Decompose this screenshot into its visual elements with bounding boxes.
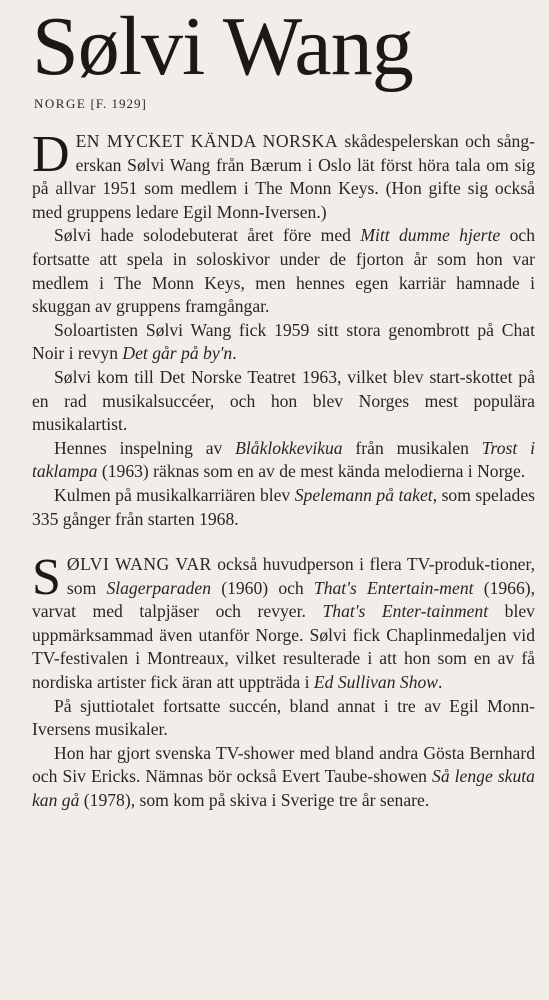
paragraph-theatre: Sølvi kom till Det Norske Teatret 1963, vilket blev start-skottet på en rad musikalsuccéer, och hon blev Norges mest populära musikalartist. <box>32 366 535 435</box>
paragraph-text: Kulmen på musikalkarriären blev <box>54 484 295 505</box>
paragraph-breakthrough <box>32 319 535 366</box>
paragraph-solo-debut <box>32 224 535 318</box>
lead-in: EN MYCKET KÄNDA NORSKA <box>75 131 339 151</box>
section-television <box>32 549 536 813</box>
paragraph-text: blev uppmärksammad även utanför Norge. Sølvi fick Chaplinmedaljen vid TV-festivalen i Montreaux, vilket resulterade i att hon som en av få nordiska artister fick äran att uppträda i <box>32 601 535 693</box>
paragraph-text: Sølvi hade solodebuterat året före med <box>54 225 361 246</box>
section-career <box>32 126 536 531</box>
work-title: Mitt dumme hjerte <box>360 225 501 246</box>
work-title: That's Entertain-ment <box>313 577 474 598</box>
work-title: Så lenge skuta kan gå <box>32 766 535 811</box>
paragraph-text: och fortsatte att spela in soloskivor under de fjorton år som hon var medlem i The Monn Keys, men hennes egen karriär hamnade i skuggan av gruppens framgångar. <box>32 225 535 317</box>
paragraph-culmination <box>32 484 535 531</box>
paragraph-tv <box>32 549 536 695</box>
work-title: Det går på by'n <box>122 343 233 364</box>
paragraph-text: Hennes inspelning av <box>54 437 236 458</box>
paragraph-intro <box>32 126 535 224</box>
paragraph-text: från musikalen <box>342 437 482 458</box>
subtitle <box>34 96 535 118</box>
paragraph-text: också huvudperson i flera TV-produk-tioner, som <box>66 554 535 598</box>
drop-cap: S <box>32 549 61 607</box>
article-body <box>32 126 536 813</box>
work-title: That's Enter-tainment <box>322 601 489 622</box>
paragraph-recording <box>32 437 535 484</box>
paragraph-text: (1960) och <box>211 577 314 598</box>
work-title: Ed Sullivan Show <box>313 672 439 693</box>
paragraph-text: (1978), som kom på skiva i Sverige tre år senare. <box>79 790 430 811</box>
paragraph-seventies: På sjuttiotalet fortsatte succén, bland annat i tre av Egil Monn-Iversens musikaler. <box>32 695 535 740</box>
paragraph-text: skådespelerskan och sång-erskan Sølvi Wang från Bærum i Oslo lät först höra tala om sig på allvar 1951 som medlem i The Monn Keys. (Hon gifte sig också med gruppens ledare Egil Monn-Iversen.) <box>32 131 535 222</box>
paragraph-text: , som spelades 335 gånger från starten 1968. <box>32 484 536 529</box>
paragraph-swedish-tv <box>32 742 535 813</box>
work-title: Slagerparaden <box>106 577 212 598</box>
work-title: Blåklokkevikua <box>235 437 343 458</box>
work-title: Spelemann på taket <box>294 484 433 505</box>
paragraph-text: . <box>438 672 443 693</box>
paragraph-text: Soloartisten Sølvi Wang fick 1959 sitt stora genombrott på Chat Noir i revyn <box>32 319 535 364</box>
drop-cap: D <box>32 126 70 183</box>
work-title: Trost i taklampa <box>32 437 535 482</box>
paragraph-text: (1966), varvat med talpjäser och revyer. <box>32 577 536 622</box>
page-title: Sølvi Wang <box>32 0 413 93</box>
paragraph-text: Hon har gjort svenska TV-shower med bland andra Gösta Bernhard och Siv Ericks. Nämnas bör också Evert Taube-showen <box>32 742 535 787</box>
paragraph-text: (1963) räknas som en av de mest kända melodierna i Norge. <box>97 461 526 482</box>
country-label: NORGE <box>34 96 87 111</box>
birth-year: [F. 1929] <box>90 96 147 111</box>
paragraph-text: . <box>232 343 237 364</box>
lead-in: ØLVI WANG VAR <box>66 554 212 575</box>
